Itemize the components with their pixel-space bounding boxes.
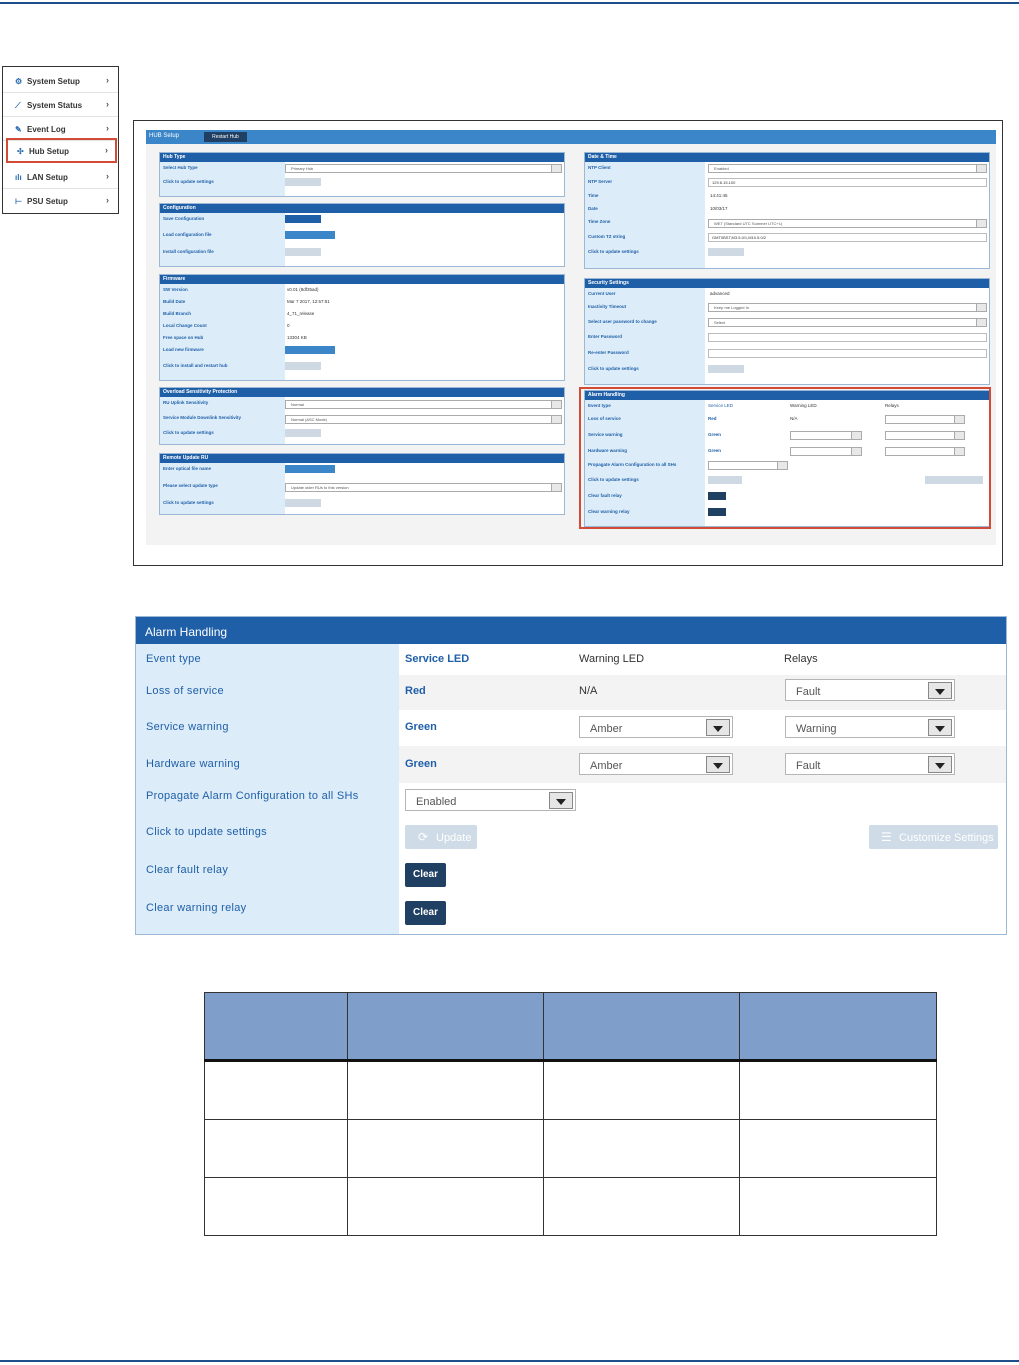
table-cell [544,1061,740,1120]
row-label: Time [588,193,599,198]
panel-row [160,427,564,439]
row-label: Load configuration file [163,232,212,237]
chevron-right-icon: › [106,75,109,85]
alarm-row-loss-of-service [136,675,1006,710]
row-label: Hardware warning [588,448,628,453]
menu-item-system-setup[interactable] [3,69,118,93]
downlink-select[interactable] [285,415,562,424]
relay-select[interactable] [785,716,955,738]
table-row [205,1061,937,1120]
panel-row [585,246,989,258]
panel-security [584,278,990,385]
service-led-value: Red [405,685,426,697]
menu-item-label: System Setup [27,77,80,86]
row-label: Click to update settings [588,366,639,371]
row-label: Click to update settings [163,179,214,184]
row-label: Select user password to change [588,319,657,324]
panel-row [585,231,989,243]
panel-row [160,497,564,509]
panel-row [160,296,564,308]
password-confirm-input[interactable] [708,349,987,358]
select-value: Update older RUs to this version [291,485,349,490]
alarm-row-service-warning [136,710,1006,746]
hub-type-select[interactable] [285,164,562,173]
chevron-right-icon: › [106,195,109,205]
panel-row [585,288,989,300]
alarm-row-update [136,819,1006,857]
password-input[interactable] [708,333,987,342]
update-type-select[interactable] [285,483,562,492]
row-label: Save Configuration [163,216,205,221]
clear-warning-button[interactable]: Clear [405,901,446,925]
alarm-header-row [136,644,1006,675]
menu-item-label: PSU Setup [27,197,68,206]
alarm-handling-panel [135,616,1007,935]
alarm-handling-title: Alarm Handling [145,625,228,639]
update-button[interactable] [285,429,321,437]
relay-select[interactable] [785,753,955,775]
alarm-highlight-box [579,387,991,529]
warning-led-header: Warning LED [579,653,645,665]
row-value: 13304 KB [287,335,307,340]
select-value: Normal [291,402,304,407]
table-row [205,1120,937,1178]
row-label: Inactivity Timeout [588,304,627,309]
update-button-label: Update [436,832,472,844]
uplink-select[interactable] [285,400,562,409]
row-value: Green [708,448,722,453]
table-cell [544,1120,740,1178]
event-label: Loss of service [146,685,224,697]
dropdown-arrow-icon [706,719,730,736]
chevron-right-icon: › [106,171,109,181]
input-value: GMT0BST,M3.5.0/1,M10.5.0/2 [712,235,767,240]
event-label: Hardware warning [146,758,241,770]
row-label: Load new firmware [163,347,204,352]
row-value: N/A [790,416,798,421]
table-row [205,1178,937,1236]
customize-button-label: Customize Settings [899,832,994,844]
update-button[interactable] [285,499,321,507]
table-header-cell [544,993,740,1061]
row-label: Click to update settings [163,500,214,505]
panel-row [160,463,564,475]
panel-remote-update [159,453,565,515]
panel-row [160,480,564,492]
panel-row [160,213,564,225]
row-label: Free space on Hub [163,335,204,340]
row-value: 4_71_release [287,311,315,316]
select-value: Normal (ASC Mode) [291,417,328,422]
row-value: v0.01 (8df35ad) [287,287,319,292]
menu-item-label: System Status [27,101,83,110]
menu-item-label: Hub Setup [29,147,69,156]
panel-row [160,360,564,372]
time-zone-select[interactable] [708,219,987,228]
dropdown-arrow-icon [928,756,952,773]
row-label: Loss of service [588,416,621,421]
panel-firmware [159,274,565,381]
restart-hub-button[interactable]: Restart Hub [204,132,247,142]
panel-row [160,344,564,356]
hub-setup-title: HUB Setup [149,133,180,139]
dropdown-arrow-icon [706,756,730,773]
row-value: Red [708,416,717,421]
table-cell [205,1120,348,1178]
warning-led-select[interactable] [579,716,733,738]
table-cell [740,1061,937,1120]
row-label: Service Module Downlink Sensitivity [163,415,242,420]
chevron-right-icon: › [106,99,109,109]
gear-icon: ⚙ [15,77,23,86]
custom-tz-input[interactable] [708,233,987,242]
panel-row [160,308,564,320]
select-value: Warning [796,723,837,735]
row-label: NTP Server [588,179,613,184]
update-button[interactable] [405,825,477,849]
panel-row [160,397,564,409]
select-value: Enabled [714,166,729,171]
row-label: Current User [588,291,616,296]
panel-row [585,363,989,375]
ntp-server-input[interactable] [708,178,987,187]
hub-setup-overview [133,120,1003,566]
hub-setup-header [146,130,996,144]
select-value: Fault [796,760,821,772]
alarm-row-propagate [136,783,1006,819]
install-button[interactable] [285,362,321,370]
dropdown-arrow-icon [928,682,952,699]
col-header: Relays [885,403,899,408]
select-value: Primary Hub [291,166,314,171]
service-led-header: Service LED [405,653,470,665]
panel-row [585,331,989,343]
bars-icon: ılı [15,173,22,182]
table-cell [348,1178,544,1236]
panel-title: Date & Time [585,153,989,162]
user-select[interactable] [708,318,987,327]
row-value: 10/03/17 [710,206,728,211]
menu-item-psu-setup[interactable] [3,189,118,213]
col-header: Warning LED [790,403,817,408]
service-led-value: Green [405,721,437,733]
chart-icon: ⟋ [15,101,21,110]
choose-file-button[interactable] [285,346,335,354]
panel-overload [159,387,565,445]
alarm-row-clear-warning [136,895,1006,933]
propagate-select[interactable] [405,789,576,811]
row-label: Click to update settings [588,249,639,254]
row-label: Re-enter Password [588,350,629,355]
menu-item-hub-setup[interactable] [6,138,117,163]
table-cell [740,1120,937,1178]
event-type-header: Event type [146,653,201,665]
clear-warning-label: Clear warning relay [146,902,247,914]
chevron-right-icon: › [105,145,108,155]
col-header: Service LED [708,403,734,408]
row-label: NTP Client [588,165,611,170]
service-led-value: Green [405,758,437,770]
table-cell [348,1061,544,1120]
panel-title: Alarm Handling [585,391,989,400]
dropdown-arrow-icon [928,719,952,736]
row-label: Service warning [588,432,623,437]
table-header-cell [205,993,348,1061]
list-icon: ☰ [881,830,892,844]
bottom-rule [0,1360,1019,1362]
install-button[interactable] [285,248,321,256]
row-value: 0 [287,323,290,328]
row-label: SW Version [163,287,188,292]
panel-row [160,284,564,296]
row-label: Local Change Count [163,323,207,328]
table-cell [205,1061,348,1120]
panel-row [585,301,989,313]
panel-row [585,347,989,359]
hub-icon: ✣ [17,147,24,156]
row-label: Click to update settings [588,477,639,482]
row-label: Install configuration file [163,249,214,254]
panel-row [160,332,564,344]
table-header-cell [740,993,937,1061]
select-value: Enabled [416,796,457,808]
row-label: Build Date [163,299,186,304]
row-label: Time Zone [588,219,611,224]
clear-fault-label: Clear fault relay [146,864,229,876]
choose-file-button[interactable] [285,465,335,473]
table-cell [348,1120,544,1178]
panel-row [585,316,989,328]
panel-row [160,246,564,258]
panel-title: Configuration [160,204,564,213]
ntp-client-select[interactable] [708,164,987,173]
event-label: Service warning [146,721,229,733]
panel-title: Security Settings [585,279,989,288]
panel-title: Firmware [160,275,564,284]
row-value: Green [708,432,722,437]
row-value: advanced [710,291,730,296]
row-label: Please select update type [163,483,218,488]
table-header-row [205,993,937,1061]
update-button[interactable] [708,365,744,373]
panel-date-time [584,152,990,269]
table-cell [544,1178,740,1236]
customize-settings-button[interactable] [869,825,998,849]
row-label: Custom TZ string [588,234,626,239]
menu-item-lan-setup[interactable] [3,165,118,189]
panel-row [160,176,564,188]
side-menu [2,66,119,214]
panel-row [160,162,564,174]
alarm-handling-header [136,617,1006,644]
panel-title: Overload Sensitivity Protection [160,388,564,397]
panel-row [160,320,564,332]
alarm-row-clear-fault [136,857,1006,895]
row-label: Build Branch [163,311,192,316]
panel-row [585,216,989,228]
update-label: Click to update settings [146,826,267,838]
menu-item-label: LAN Setup [27,173,68,182]
row-label: RU Uplink Sensitivity [163,400,209,405]
panel-hub-type [159,152,565,197]
propagate-label: Propagate Alarm Configuration to all SHs [146,790,359,802]
warning-led-select[interactable] [579,753,733,775]
top-rule [0,2,1019,4]
panel-title: Remote Update RU [160,454,564,463]
warning-led-value: N/A [579,685,598,697]
relays-header: Relays [784,653,818,665]
panel-row [585,176,989,188]
update-button[interactable] [285,178,321,186]
row-label: Enter optical file name [163,466,212,471]
row-label: Date [588,206,598,211]
panel-title: Hub Type [160,153,564,162]
timeout-select[interactable] [708,303,987,312]
tree-icon: ⊢ [15,197,22,206]
select-value: Select [714,320,726,325]
table-cell [205,1178,348,1236]
select-value: Amber [590,723,623,735]
table-header-cell [348,993,544,1061]
select-value: WET (Standard UTC Summer UTC+1) [714,221,783,226]
table-cell [740,1178,937,1236]
panel-row [585,203,989,215]
row-label: Enter Password [588,334,623,339]
panel-row [585,162,989,174]
select-value: Amber [590,760,623,772]
menu-item-system-status[interactable] [3,93,118,117]
row-value: Mar 7 2017, 12:57:51 [287,299,330,304]
menu-item-label: Event Log [27,125,66,134]
relay-select[interactable] [785,679,955,701]
clear-fault-button[interactable]: Clear [405,863,446,887]
dropdown-arrow-icon [549,792,573,809]
panel-row [160,229,564,241]
row-label: Propagate Alarm Configuration to all SHs [588,462,677,467]
row-label: Click to update settings [163,430,214,435]
chevron-right-icon: › [106,123,109,133]
row-label: Select Hub Type [163,165,198,170]
row-label: Click to install and restart hub [163,363,228,368]
select-value: Keep me Logged In [714,305,749,310]
row-value: 14:41:45 [710,193,728,198]
input-value: 129.6.15.100 [712,180,736,185]
blank-table [204,992,937,1236]
panel-row [585,190,989,202]
panel-configuration [159,203,565,267]
update-button[interactable] [708,248,744,256]
refresh-icon: ⟳ [418,830,429,844]
row-label: Event type [588,403,611,408]
choose-file-button[interactable] [285,231,335,239]
alarm-row-hardware-warning [136,746,1006,783]
panel-row [160,412,564,424]
edit-icon: ✎ [15,125,22,134]
select-value: Fault [796,686,821,698]
row-label: Clear fault relay [588,493,622,498]
row-label: Clear warning relay [588,509,630,514]
backup-button[interactable] [285,215,321,223]
